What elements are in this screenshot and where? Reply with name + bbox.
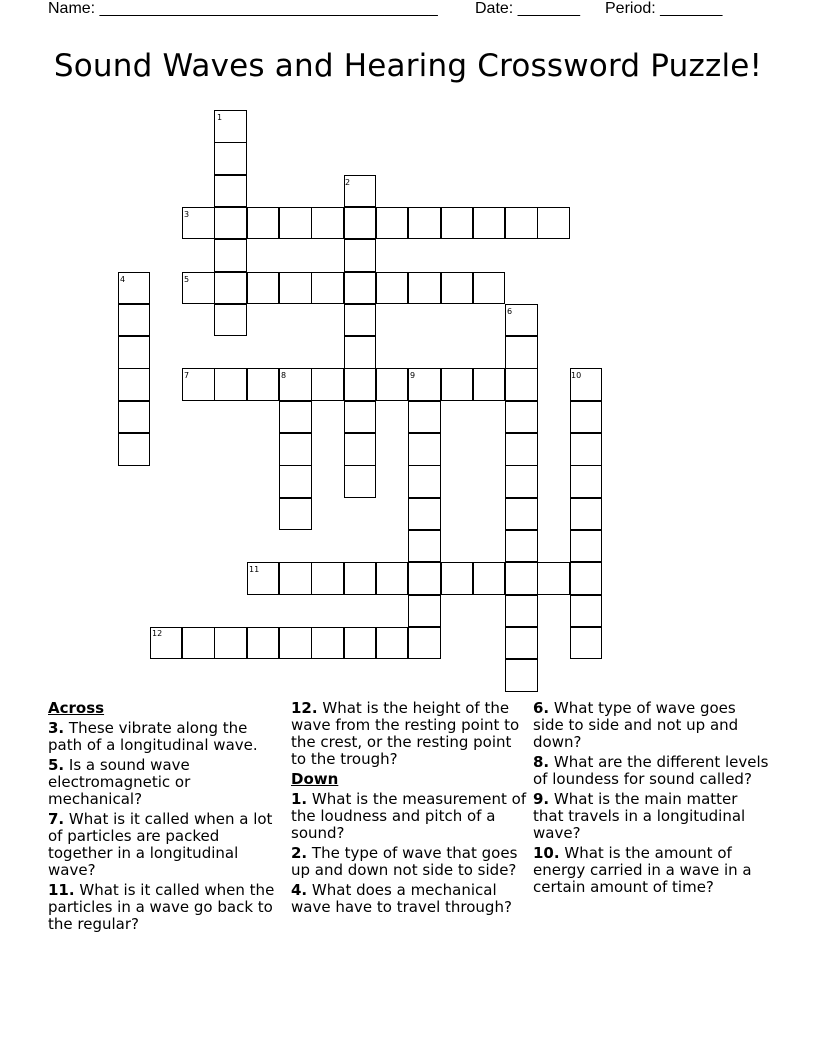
crossword-cell[interactable] — [505, 368, 538, 401]
clue-down-4: 4. What does a mechanical wave have to travel through? — [291, 881, 512, 916]
crossword-cell[interactable] — [505, 433, 538, 466]
crossword-cell[interactable] — [344, 562, 377, 595]
crossword-cell[interactable] — [344, 304, 377, 337]
crossword-cell[interactable] — [214, 627, 247, 660]
clue-down-1: 1. What is the measurement of the loudness and pitch of a sound? — [291, 790, 527, 842]
crossword-cell[interactable] — [214, 207, 247, 240]
crossword-cell[interactable] — [279, 498, 312, 531]
crossword-cell[interactable] — [441, 272, 474, 305]
crossword-cell[interactable] — [505, 530, 538, 563]
crossword-cell[interactable] — [311, 272, 344, 305]
crossword-cell[interactable] — [214, 368, 247, 401]
crossword-cell[interactable] — [570, 401, 603, 434]
crossword-cell[interactable] — [570, 562, 603, 595]
crossword-cell[interactable] — [182, 627, 215, 660]
down-heading: Down — [291, 770, 339, 788]
crossword-cell[interactable] — [279, 272, 312, 305]
across-heading: Across — [48, 699, 105, 717]
clue-number-8: 8 — [281, 371, 287, 380]
crossword-cell[interactable] — [311, 562, 344, 595]
crossword-cell[interactable] — [408, 562, 441, 595]
crossword-cell[interactable] — [408, 207, 441, 240]
crossword-cell[interactable] — [441, 368, 474, 401]
page-title: Sound Waves and Hearing Crossword Puzzle! — [53, 48, 763, 84]
crossword-cell[interactable] — [214, 304, 247, 337]
clue-down-2: 2. The type of wave that goes up and down not side to side? — [291, 844, 518, 879]
crossword-cell[interactable] — [279, 207, 312, 240]
crossword-cell[interactable] — [214, 175, 247, 208]
clue-number-11: 11 — [249, 565, 260, 574]
clue-number-10: 10 — [571, 371, 582, 380]
crossword-cell[interactable] — [279, 465, 312, 498]
crossword-cell[interactable] — [214, 239, 247, 272]
crossword-cell[interactable] — [376, 272, 409, 305]
name-field-label[interactable]: Name: ______________________________________ — [48, 0, 438, 17]
crossword-cell[interactable] — [311, 627, 344, 660]
clue-number-2: 2 — [345, 178, 351, 187]
crossword-cell[interactable] — [344, 272, 377, 305]
crossword-cell[interactable] — [344, 627, 377, 660]
crossword-cell[interactable] — [214, 272, 247, 305]
date-field-label[interactable]: Date: _______ — [475, 0, 580, 17]
crossword-cell[interactable] — [570, 465, 603, 498]
clue-number-9: 9 — [410, 371, 416, 380]
crossword-cell[interactable] — [247, 272, 280, 305]
crossword-cell[interactable] — [505, 595, 538, 628]
clue-across-3: 3. These vibrate along the path of a longitudinal wave. — [48, 719, 258, 754]
clue-number-4: 4 — [120, 275, 126, 284]
crossword-cell[interactable] — [505, 659, 538, 692]
crossword-cell[interactable] — [473, 368, 506, 401]
crossword-cell[interactable] — [408, 401, 441, 434]
clue-down-8: 8. What are the different levels of loundess for sound called? — [533, 753, 769, 788]
clue-across-5: 5. Is a sound wave electromagnetic or mechanical? — [48, 756, 191, 808]
crossword-cell[interactable] — [473, 562, 506, 595]
crossword-cell[interactable] — [247, 368, 280, 401]
clues-column-2 — [291, 700, 527, 919]
crossword-cell[interactable] — [408, 433, 441, 466]
crossword-cell[interactable] — [505, 562, 538, 595]
crossword-cell[interactable] — [247, 207, 280, 240]
crossword-cell[interactable] — [279, 401, 312, 434]
crossword-cell[interactable] — [376, 627, 409, 660]
crossword-cell[interactable] — [376, 368, 409, 401]
crossword-cell[interactable] — [214, 142, 247, 175]
crossword-cell[interactable] — [344, 336, 377, 369]
crossword-cell[interactable] — [505, 401, 538, 434]
crossword-cell[interactable] — [344, 368, 377, 401]
crossword-cell[interactable] — [505, 336, 538, 369]
crossword-cell[interactable] — [570, 530, 603, 563]
crossword-cell[interactable] — [408, 627, 441, 660]
clue-number-5: 5 — [184, 275, 190, 284]
crossword-cell[interactable] — [118, 433, 151, 466]
clue-number-1: 1 — [217, 113, 223, 122]
clues-column-3 — [533, 700, 769, 899]
crossword-cell[interactable] — [473, 272, 506, 305]
crossword-cell[interactable] — [570, 433, 603, 466]
crossword-cell[interactable] — [570, 627, 603, 660]
crossword-cell[interactable] — [408, 530, 441, 563]
crossword-cell[interactable] — [441, 207, 474, 240]
crossword-cell[interactable] — [344, 401, 377, 434]
period-field-label[interactable]: Period: _______ — [605, 0, 723, 17]
crossword-cell[interactable] — [118, 368, 151, 401]
crossword-cell[interactable] — [279, 627, 312, 660]
crossword-cell[interactable] — [279, 433, 312, 466]
crossword-cell[interactable] — [118, 401, 151, 434]
crossword-cell[interactable] — [311, 207, 344, 240]
crossword-cell[interactable] — [505, 498, 538, 531]
clue-down-6: 6. What type of wave goes side to side and not up and down? — [533, 699, 739, 751]
crossword-cell[interactable] — [505, 207, 538, 240]
clue-number-12: 12 — [152, 629, 163, 638]
crossword-cell[interactable] — [408, 595, 441, 628]
crossword-cell[interactable] — [344, 465, 377, 498]
clue-across-12: 12. What is the height of the wave from the resting point to the crest, or the resting point to the trough? — [291, 699, 520, 768]
crossword-cell[interactable] — [311, 368, 344, 401]
crossword-cell[interactable] — [537, 562, 570, 595]
crossword-cell[interactable] — [441, 562, 474, 595]
clue-down-9: 9. What is the main matter that travels in a longitudinal wave? — [533, 790, 746, 842]
clue-number-6: 6 — [507, 307, 513, 316]
crossword-cell[interactable] — [473, 207, 506, 240]
crossword-cell[interactable] — [344, 207, 377, 240]
clue-across-7: 7. What is it called when a lot of particles are packed together in a longitudinal wave? — [48, 810, 273, 879]
crossword-cell[interactable] — [570, 498, 603, 531]
crossword-cell[interactable] — [247, 627, 280, 660]
clues-column-1 — [48, 700, 280, 936]
clue-number-7: 7 — [184, 371, 190, 380]
crossword-cell[interactable] — [505, 465, 538, 498]
crossword-cell[interactable] — [279, 562, 312, 595]
crossword-cell[interactable] — [376, 207, 409, 240]
crossword-cell[interactable] — [537, 207, 570, 240]
crossword-cell[interactable] — [408, 272, 441, 305]
crossword-cell[interactable] — [344, 239, 377, 272]
crossword-cell[interactable] — [118, 336, 151, 369]
clue-down-10: 10. What is the amount of energy carried in a wave in a certain amount of time? — [533, 844, 752, 896]
clue-across-11: 11. What is it called when the particles in a wave go back to the regular? — [48, 881, 275, 933]
crossword-cell[interactable] — [376, 562, 409, 595]
crossword-cell[interactable] — [408, 498, 441, 531]
clue-number-3: 3 — [184, 210, 190, 219]
crossword-cell[interactable] — [344, 433, 377, 466]
crossword-cell[interactable] — [408, 465, 441, 498]
crossword-cell[interactable] — [570, 595, 603, 628]
crossword-cell[interactable] — [118, 304, 151, 337]
crossword-cell[interactable] — [505, 627, 538, 660]
